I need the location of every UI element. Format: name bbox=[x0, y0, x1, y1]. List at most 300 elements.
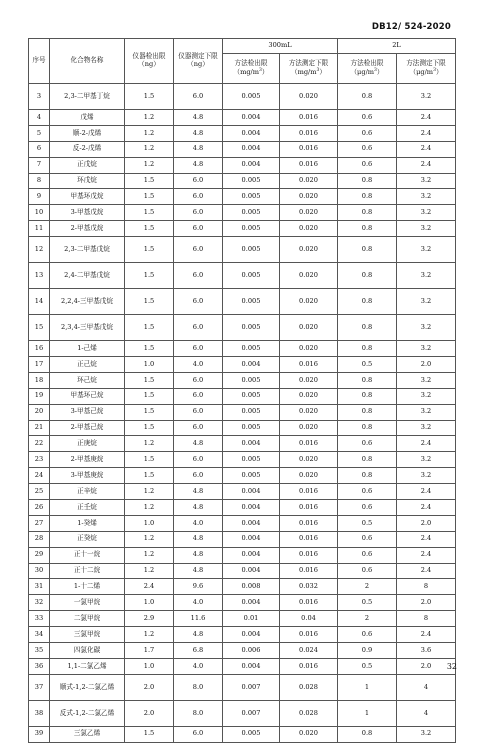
cell-idl: 1.5 bbox=[125, 388, 174, 404]
cell-name: 1-癸烯 bbox=[50, 515, 125, 531]
cell-seq: 38 bbox=[29, 700, 50, 726]
cell-mdl-2l: 0.6 bbox=[338, 110, 397, 126]
cell-seq: 23 bbox=[29, 452, 50, 468]
cell-seq: 37 bbox=[29, 674, 50, 700]
cell-mdl-300ml: 0.004 bbox=[223, 547, 280, 563]
table-row bbox=[29, 531, 456, 547]
table-row bbox=[29, 110, 456, 126]
cell-mql-2l: 2.4 bbox=[397, 627, 456, 643]
cell-mdl-2l: 0.6 bbox=[338, 484, 397, 500]
cell-name: 2-甲基戊烷 bbox=[50, 221, 125, 237]
cell-name: 2,3,4-三甲基戊烷 bbox=[50, 315, 125, 341]
cell-name: 3-甲基戊烷 bbox=[50, 205, 125, 221]
cell-seq: 17 bbox=[29, 357, 50, 373]
table-row bbox=[29, 84, 456, 110]
cell-mdl-2l: 0.5 bbox=[338, 515, 397, 531]
cell-idl: 2.9 bbox=[125, 611, 174, 627]
cell-seq: 15 bbox=[29, 315, 50, 341]
cell-name: 甲基环己烷 bbox=[50, 388, 125, 404]
cell-seq: 7 bbox=[29, 157, 50, 173]
cell-name: 顺式-1,2-二氯乙烯 bbox=[50, 674, 125, 700]
cell-seq: 35 bbox=[29, 643, 50, 659]
cell-mdl-2l: 0.6 bbox=[338, 500, 397, 516]
cell-iql: 4.8 bbox=[174, 141, 223, 157]
cell-mdl-2l: 2 bbox=[338, 611, 397, 627]
cell-mql-2l: 3.2 bbox=[397, 205, 456, 221]
cell-mql-300ml: 0.020 bbox=[280, 404, 338, 420]
cell-mdl-300ml: 0.004 bbox=[223, 563, 280, 579]
cell-mql-300ml: 0.020 bbox=[280, 173, 338, 189]
cell-idl: 1.5 bbox=[125, 263, 174, 289]
header-iql: 仪器测定下限（ng） bbox=[174, 39, 223, 84]
cell-seq: 13 bbox=[29, 263, 50, 289]
cell-mql-2l: 3.2 bbox=[397, 388, 456, 404]
cell-name: 正壬烷 bbox=[50, 500, 125, 516]
header-seq: 序号 bbox=[29, 39, 50, 84]
cell-mdl-300ml: 0.004 bbox=[223, 357, 280, 373]
cell-mdl-300ml: 0.007 bbox=[223, 700, 280, 726]
cell-mdl-300ml: 0.005 bbox=[223, 289, 280, 315]
header-mdl-2l: 方法检出限$(\mu g/m^3)$ bbox=[338, 54, 397, 84]
cell-mql-300ml: 0.020 bbox=[280, 221, 338, 237]
cell-mql-300ml: 0.020 bbox=[280, 84, 338, 110]
cell-iql: 9.6 bbox=[174, 579, 223, 595]
cell-mql-300ml: 0.020 bbox=[280, 237, 338, 263]
document-code: DB12/ 524-2020 bbox=[371, 22, 451, 32]
cell-name: 正十一烷 bbox=[50, 547, 125, 563]
cell-iql: 4.8 bbox=[174, 110, 223, 126]
cell-mql-300ml: 0.016 bbox=[280, 563, 338, 579]
cell-mql-300ml: 0.020 bbox=[280, 205, 338, 221]
cell-mdl-300ml: 0.005 bbox=[223, 205, 280, 221]
cell-mql-2l: 3.2 bbox=[397, 189, 456, 205]
cell-name: 1,1-二氯乙烯 bbox=[50, 658, 125, 674]
cell-idl: 1.0 bbox=[125, 658, 174, 674]
cell-mdl-2l: 0.8 bbox=[338, 263, 397, 289]
cell-iql: 4.8 bbox=[174, 627, 223, 643]
cell-iql: 6.0 bbox=[174, 388, 223, 404]
table-row bbox=[29, 726, 456, 742]
cell-mdl-2l: 0.8 bbox=[338, 205, 397, 221]
cell-name: 三氯乙烯 bbox=[50, 726, 125, 742]
cell-mdl-2l: 0.8 bbox=[338, 221, 397, 237]
cell-name: 正十二烷 bbox=[50, 563, 125, 579]
cell-idl: 1.0 bbox=[125, 357, 174, 373]
table-row bbox=[29, 452, 456, 468]
cell-iql: 6.0 bbox=[174, 452, 223, 468]
cell-idl: 1.2 bbox=[125, 436, 174, 452]
header-idl: 仪器检出限（ng） bbox=[125, 39, 174, 84]
table-row bbox=[29, 141, 456, 157]
cell-name: 三氯甲烷 bbox=[50, 627, 125, 643]
cell-idl: 1.2 bbox=[125, 141, 174, 157]
header-name: 化合物名称 bbox=[50, 39, 125, 84]
table-row bbox=[29, 700, 456, 726]
cell-mql-300ml: 0.016 bbox=[280, 595, 338, 611]
cell-seq: 27 bbox=[29, 515, 50, 531]
cell-name: 二氯甲烷 bbox=[50, 611, 125, 627]
cell-idl: 1.5 bbox=[125, 468, 174, 484]
cell-mdl-2l: 0.8 bbox=[338, 173, 397, 189]
cell-idl: 2.0 bbox=[125, 700, 174, 726]
cell-mql-2l: 3.2 bbox=[397, 173, 456, 189]
cell-mql-300ml: 0.04 bbox=[280, 611, 338, 627]
cell-mdl-2l: 0.6 bbox=[338, 436, 397, 452]
cell-idl: 1.5 bbox=[125, 726, 174, 742]
cell-mql-2l: 3.2 bbox=[397, 84, 456, 110]
table-body bbox=[29, 84, 456, 743]
cell-mql-300ml: 0.016 bbox=[280, 547, 338, 563]
cell-mdl-300ml: 0.004 bbox=[223, 531, 280, 547]
cell-seq: 28 bbox=[29, 531, 50, 547]
cell-iql: 8.0 bbox=[174, 700, 223, 726]
cell-mdl-2l: 1 bbox=[338, 700, 397, 726]
cell-iql: 6.0 bbox=[174, 221, 223, 237]
header-mql-2l: 方法测定下限$(\mu g/m^3)$ bbox=[397, 54, 456, 84]
cell-name: 正己烷 bbox=[50, 357, 125, 373]
cell-mql-2l: 2.0 bbox=[397, 658, 456, 674]
cell-mql-2l: 3.2 bbox=[397, 237, 456, 263]
cell-name: 四氯化碳 bbox=[50, 643, 125, 659]
cell-mql-2l: 8 bbox=[397, 579, 456, 595]
cell-idl: 1.7 bbox=[125, 643, 174, 659]
cell-name: 反式-1,2-二氯乙烯 bbox=[50, 700, 125, 726]
cell-mdl-2l: 0.6 bbox=[338, 141, 397, 157]
cell-name: 环戊烷 bbox=[50, 173, 125, 189]
cell-idl: 1.0 bbox=[125, 515, 174, 531]
cell-mdl-2l: 0.8 bbox=[338, 404, 397, 420]
cell-mdl-300ml: 0.004 bbox=[223, 125, 280, 141]
cell-idl: 1.2 bbox=[125, 627, 174, 643]
cell-idl: 1.5 bbox=[125, 452, 174, 468]
cell-iql: 6.0 bbox=[174, 372, 223, 388]
cell-name: 2,4-二甲基戊烷 bbox=[50, 263, 125, 289]
cell-mql-300ml: 0.016 bbox=[280, 157, 338, 173]
cell-mql-300ml: 0.016 bbox=[280, 500, 338, 516]
cell-name: 2,2,4-三甲基戊烷 bbox=[50, 289, 125, 315]
cell-name: 环己烷 bbox=[50, 372, 125, 388]
cell-mdl-2l: 0.6 bbox=[338, 563, 397, 579]
cell-mql-2l: 3.2 bbox=[397, 468, 456, 484]
cell-mdl-2l: 0.5 bbox=[338, 357, 397, 373]
cell-mql-2l: 3.2 bbox=[397, 420, 456, 436]
cell-iql: 6.0 bbox=[174, 237, 223, 263]
cell-mql-300ml: 0.020 bbox=[280, 726, 338, 742]
cell-seq: 16 bbox=[29, 341, 50, 357]
table-row bbox=[29, 436, 456, 452]
cell-iql: 4.0 bbox=[174, 658, 223, 674]
cell-name: 一氯甲烷 bbox=[50, 595, 125, 611]
cell-idl: 1.5 bbox=[125, 237, 174, 263]
cell-idl: 1.5 bbox=[125, 205, 174, 221]
cell-seq: 19 bbox=[29, 388, 50, 404]
cell-idl: 1.2 bbox=[125, 125, 174, 141]
cell-mdl-2l: 0.6 bbox=[338, 157, 397, 173]
table-row bbox=[29, 263, 456, 289]
cell-seq: 8 bbox=[29, 173, 50, 189]
cell-mdl-2l: 0.8 bbox=[338, 315, 397, 341]
cell-mdl-300ml: 0.01 bbox=[223, 611, 280, 627]
cell-name: 2,3-二甲基丁烷 bbox=[50, 84, 125, 110]
cell-mql-2l: 8 bbox=[397, 611, 456, 627]
cell-mql-2l: 4 bbox=[397, 700, 456, 726]
table-row bbox=[29, 515, 456, 531]
cell-mql-2l: 3.2 bbox=[397, 404, 456, 420]
table-row bbox=[29, 221, 456, 237]
cell-seq: 9 bbox=[29, 189, 50, 205]
table-row bbox=[29, 372, 456, 388]
cell-iql: 4.8 bbox=[174, 531, 223, 547]
cell-iql: 11.6 bbox=[174, 611, 223, 627]
cell-mql-2l: 3.2 bbox=[397, 372, 456, 388]
cell-mql-300ml: 0.016 bbox=[280, 357, 338, 373]
cell-mdl-300ml: 0.005 bbox=[223, 404, 280, 420]
cell-iql: 6.0 bbox=[174, 189, 223, 205]
cell-mdl-300ml: 0.005 bbox=[223, 452, 280, 468]
cell-mdl-2l: 0.6 bbox=[338, 531, 397, 547]
cell-idl: 1.2 bbox=[125, 110, 174, 126]
cell-idl: 1.5 bbox=[125, 315, 174, 341]
cell-mql-300ml: 0.016 bbox=[280, 627, 338, 643]
cell-idl: 1.5 bbox=[125, 289, 174, 315]
cell-mql-300ml: 0.020 bbox=[280, 289, 338, 315]
cell-mdl-2l: 0.8 bbox=[338, 372, 397, 388]
cell-iql: 4.8 bbox=[174, 563, 223, 579]
cell-iql: 6.0 bbox=[174, 173, 223, 189]
cell-mdl-300ml: 0.005 bbox=[223, 468, 280, 484]
table-row bbox=[29, 468, 456, 484]
cell-seq: 21 bbox=[29, 420, 50, 436]
table-row bbox=[29, 595, 456, 611]
cell-seq: 30 bbox=[29, 563, 50, 579]
table-row bbox=[29, 237, 456, 263]
cell-seq: 11 bbox=[29, 221, 50, 237]
cell-mdl-2l: 1 bbox=[338, 674, 397, 700]
cell-mdl-300ml: 0.005 bbox=[223, 726, 280, 742]
cell-seq: 25 bbox=[29, 484, 50, 500]
cell-mdl-2l: 0.8 bbox=[338, 468, 397, 484]
table-row bbox=[29, 500, 456, 516]
detection-limits-table bbox=[28, 38, 456, 743]
table-row bbox=[29, 484, 456, 500]
cell-iql: 6.0 bbox=[174, 726, 223, 742]
cell-name: 1-己烯 bbox=[50, 341, 125, 357]
cell-iql: 6.0 bbox=[174, 468, 223, 484]
cell-iql: 6.0 bbox=[174, 420, 223, 436]
table-row bbox=[29, 547, 456, 563]
cell-mql-300ml: 0.016 bbox=[280, 141, 338, 157]
table-row bbox=[29, 404, 456, 420]
table-row bbox=[29, 658, 456, 674]
cell-seq: 39 bbox=[29, 726, 50, 742]
cell-name: 2,3-二甲基戊烷 bbox=[50, 237, 125, 263]
cell-name: 1-十二烯 bbox=[50, 579, 125, 595]
table-row bbox=[29, 579, 456, 595]
header-mql-300ml: 方法测定下限$(mg/m^3)$ bbox=[280, 54, 338, 84]
cell-seq: 26 bbox=[29, 500, 50, 516]
cell-mql-2l: 3.2 bbox=[397, 221, 456, 237]
cell-iql: 6.0 bbox=[174, 205, 223, 221]
cell-seq: 33 bbox=[29, 611, 50, 627]
table-row bbox=[29, 173, 456, 189]
cell-idl: 1.5 bbox=[125, 420, 174, 436]
cell-mdl-2l: 0.5 bbox=[338, 658, 397, 674]
cell-seq: 18 bbox=[29, 372, 50, 388]
cell-seq: 12 bbox=[29, 237, 50, 263]
cell-name: 反-2-戊烯 bbox=[50, 141, 125, 157]
cell-iql: 4.0 bbox=[174, 515, 223, 531]
cell-idl: 1.5 bbox=[125, 189, 174, 205]
cell-mdl-300ml: 0.004 bbox=[223, 484, 280, 500]
cell-mql-2l: 2.4 bbox=[397, 125, 456, 141]
cell-name: 顺-2-戊烯 bbox=[50, 125, 125, 141]
cell-mql-2l: 4 bbox=[397, 674, 456, 700]
cell-name: 3-甲基庚烷 bbox=[50, 468, 125, 484]
cell-mql-2l: 2.4 bbox=[397, 484, 456, 500]
cell-seq: 36 bbox=[29, 658, 50, 674]
cell-mdl-300ml: 0.006 bbox=[223, 643, 280, 659]
cell-mql-300ml: 0.016 bbox=[280, 658, 338, 674]
cell-idl: 1.5 bbox=[125, 221, 174, 237]
cell-mdl-300ml: 0.004 bbox=[223, 500, 280, 516]
cell-mql-300ml: 0.024 bbox=[280, 643, 338, 659]
cell-iql: 6.0 bbox=[174, 315, 223, 341]
cell-idl: 1.5 bbox=[125, 372, 174, 388]
cell-mdl-300ml: 0.005 bbox=[223, 221, 280, 237]
cell-idl: 1.2 bbox=[125, 531, 174, 547]
cell-idl: 1.2 bbox=[125, 500, 174, 516]
table-row bbox=[29, 157, 456, 173]
cell-mql-300ml: 0.020 bbox=[280, 452, 338, 468]
cell-idl: 1.2 bbox=[125, 563, 174, 579]
cell-mdl-300ml: 0.004 bbox=[223, 515, 280, 531]
cell-mql-300ml: 0.016 bbox=[280, 436, 338, 452]
cell-name: 戊烯 bbox=[50, 110, 125, 126]
cell-mql-300ml: 0.016 bbox=[280, 110, 338, 126]
cell-mdl-300ml: 0.007 bbox=[223, 674, 280, 700]
cell-iql: 6.8 bbox=[174, 643, 223, 659]
cell-seq: 20 bbox=[29, 404, 50, 420]
cell-mdl-2l: 2 bbox=[338, 579, 397, 595]
table-row bbox=[29, 205, 456, 221]
header-group-300ml: 300mL bbox=[223, 39, 338, 54]
cell-mdl-2l: 0.8 bbox=[338, 84, 397, 110]
cell-mdl-2l: 0.8 bbox=[338, 388, 397, 404]
cell-seq: 24 bbox=[29, 468, 50, 484]
cell-mql-300ml: 0.028 bbox=[280, 674, 338, 700]
cell-iql: 6.0 bbox=[174, 289, 223, 315]
cell-mql-300ml: 0.016 bbox=[280, 484, 338, 500]
cell-mdl-2l: 0.6 bbox=[338, 125, 397, 141]
table-row bbox=[29, 341, 456, 357]
cell-iql: 4.8 bbox=[174, 436, 223, 452]
cell-mdl-2l: 0.8 bbox=[338, 289, 397, 315]
cell-mql-2l: 3.2 bbox=[397, 341, 456, 357]
cell-mdl-300ml: 0.004 bbox=[223, 627, 280, 643]
cell-iql: 4.8 bbox=[174, 547, 223, 563]
table-row bbox=[29, 627, 456, 643]
cell-iql: 4.0 bbox=[174, 357, 223, 373]
cell-mdl-300ml: 0.005 bbox=[223, 173, 280, 189]
cell-mql-2l: 2.0 bbox=[397, 515, 456, 531]
table-row bbox=[29, 315, 456, 341]
cell-mdl-2l: 0.6 bbox=[338, 627, 397, 643]
cell-mql-2l: 3.6 bbox=[397, 643, 456, 659]
cell-seq: 22 bbox=[29, 436, 50, 452]
page-number: 32 bbox=[446, 662, 457, 671]
cell-mdl-300ml: 0.005 bbox=[223, 420, 280, 436]
cell-mql-300ml: 0.032 bbox=[280, 579, 338, 595]
cell-mdl-2l: 0.8 bbox=[338, 237, 397, 263]
cell-mdl-300ml: 0.004 bbox=[223, 658, 280, 674]
table-row bbox=[29, 388, 456, 404]
cell-mql-2l: 2.0 bbox=[397, 595, 456, 611]
cell-seq: 31 bbox=[29, 579, 50, 595]
cell-seq: 14 bbox=[29, 289, 50, 315]
cell-mql-2l: 2.4 bbox=[397, 547, 456, 563]
cell-mql-2l: 3.2 bbox=[397, 726, 456, 742]
cell-mql-300ml: 0.020 bbox=[280, 189, 338, 205]
cell-name: 正庚烷 bbox=[50, 436, 125, 452]
table-row bbox=[29, 357, 456, 373]
cell-mdl-300ml: 0.005 bbox=[223, 237, 280, 263]
cell-mql-300ml: 0.020 bbox=[280, 468, 338, 484]
cell-mql-2l: 2.4 bbox=[397, 110, 456, 126]
cell-seq: 32 bbox=[29, 595, 50, 611]
cell-mdl-300ml: 0.008 bbox=[223, 579, 280, 595]
cell-mdl-300ml: 0.005 bbox=[223, 388, 280, 404]
cell-mql-2l: 3.2 bbox=[397, 263, 456, 289]
cell-name: 2-甲基庚烷 bbox=[50, 452, 125, 468]
cell-mql-300ml: 0.016 bbox=[280, 125, 338, 141]
cell-mdl-2l: 0.8 bbox=[338, 189, 397, 205]
cell-mdl-2l: 0.8 bbox=[338, 420, 397, 436]
cell-mql-300ml: 0.020 bbox=[280, 388, 338, 404]
cell-mdl-300ml: 0.004 bbox=[223, 141, 280, 157]
cell-mql-2l: 3.2 bbox=[397, 289, 456, 315]
cell-seq: 3 bbox=[29, 84, 50, 110]
cell-iql: 4.0 bbox=[174, 595, 223, 611]
cell-idl: 1.5 bbox=[125, 84, 174, 110]
cell-mdl-2l: 0.8 bbox=[338, 452, 397, 468]
cell-mdl-300ml: 0.005 bbox=[223, 341, 280, 357]
cell-mdl-300ml: 0.004 bbox=[223, 157, 280, 173]
table-row bbox=[29, 125, 456, 141]
cell-seq: 4 bbox=[29, 110, 50, 126]
cell-iql: 6.0 bbox=[174, 263, 223, 289]
table-row bbox=[29, 289, 456, 315]
cell-mql-300ml: 0.016 bbox=[280, 515, 338, 531]
cell-mql-2l: 2.4 bbox=[397, 531, 456, 547]
cell-mql-300ml: 0.020 bbox=[280, 315, 338, 341]
cell-mdl-2l: 0.5 bbox=[338, 595, 397, 611]
header-group-2l: 2L bbox=[338, 39, 456, 54]
cell-iql: 4.8 bbox=[174, 125, 223, 141]
cell-idl: 2.0 bbox=[125, 674, 174, 700]
cell-idl: 1.2 bbox=[125, 547, 174, 563]
cell-idl: 1.5 bbox=[125, 173, 174, 189]
cell-name: 3-甲基己烷 bbox=[50, 404, 125, 420]
cell-name: 正辛烷 bbox=[50, 484, 125, 500]
cell-mdl-300ml: 0.004 bbox=[223, 436, 280, 452]
table-row bbox=[29, 563, 456, 579]
table-row bbox=[29, 611, 456, 627]
cell-iql: 6.0 bbox=[174, 341, 223, 357]
cell-seq: 34 bbox=[29, 627, 50, 643]
table-row bbox=[29, 420, 456, 436]
cell-idl: 1.5 bbox=[125, 404, 174, 420]
header-mdl-300ml: 方法检出限$(mg/m^3)$ bbox=[223, 54, 280, 84]
